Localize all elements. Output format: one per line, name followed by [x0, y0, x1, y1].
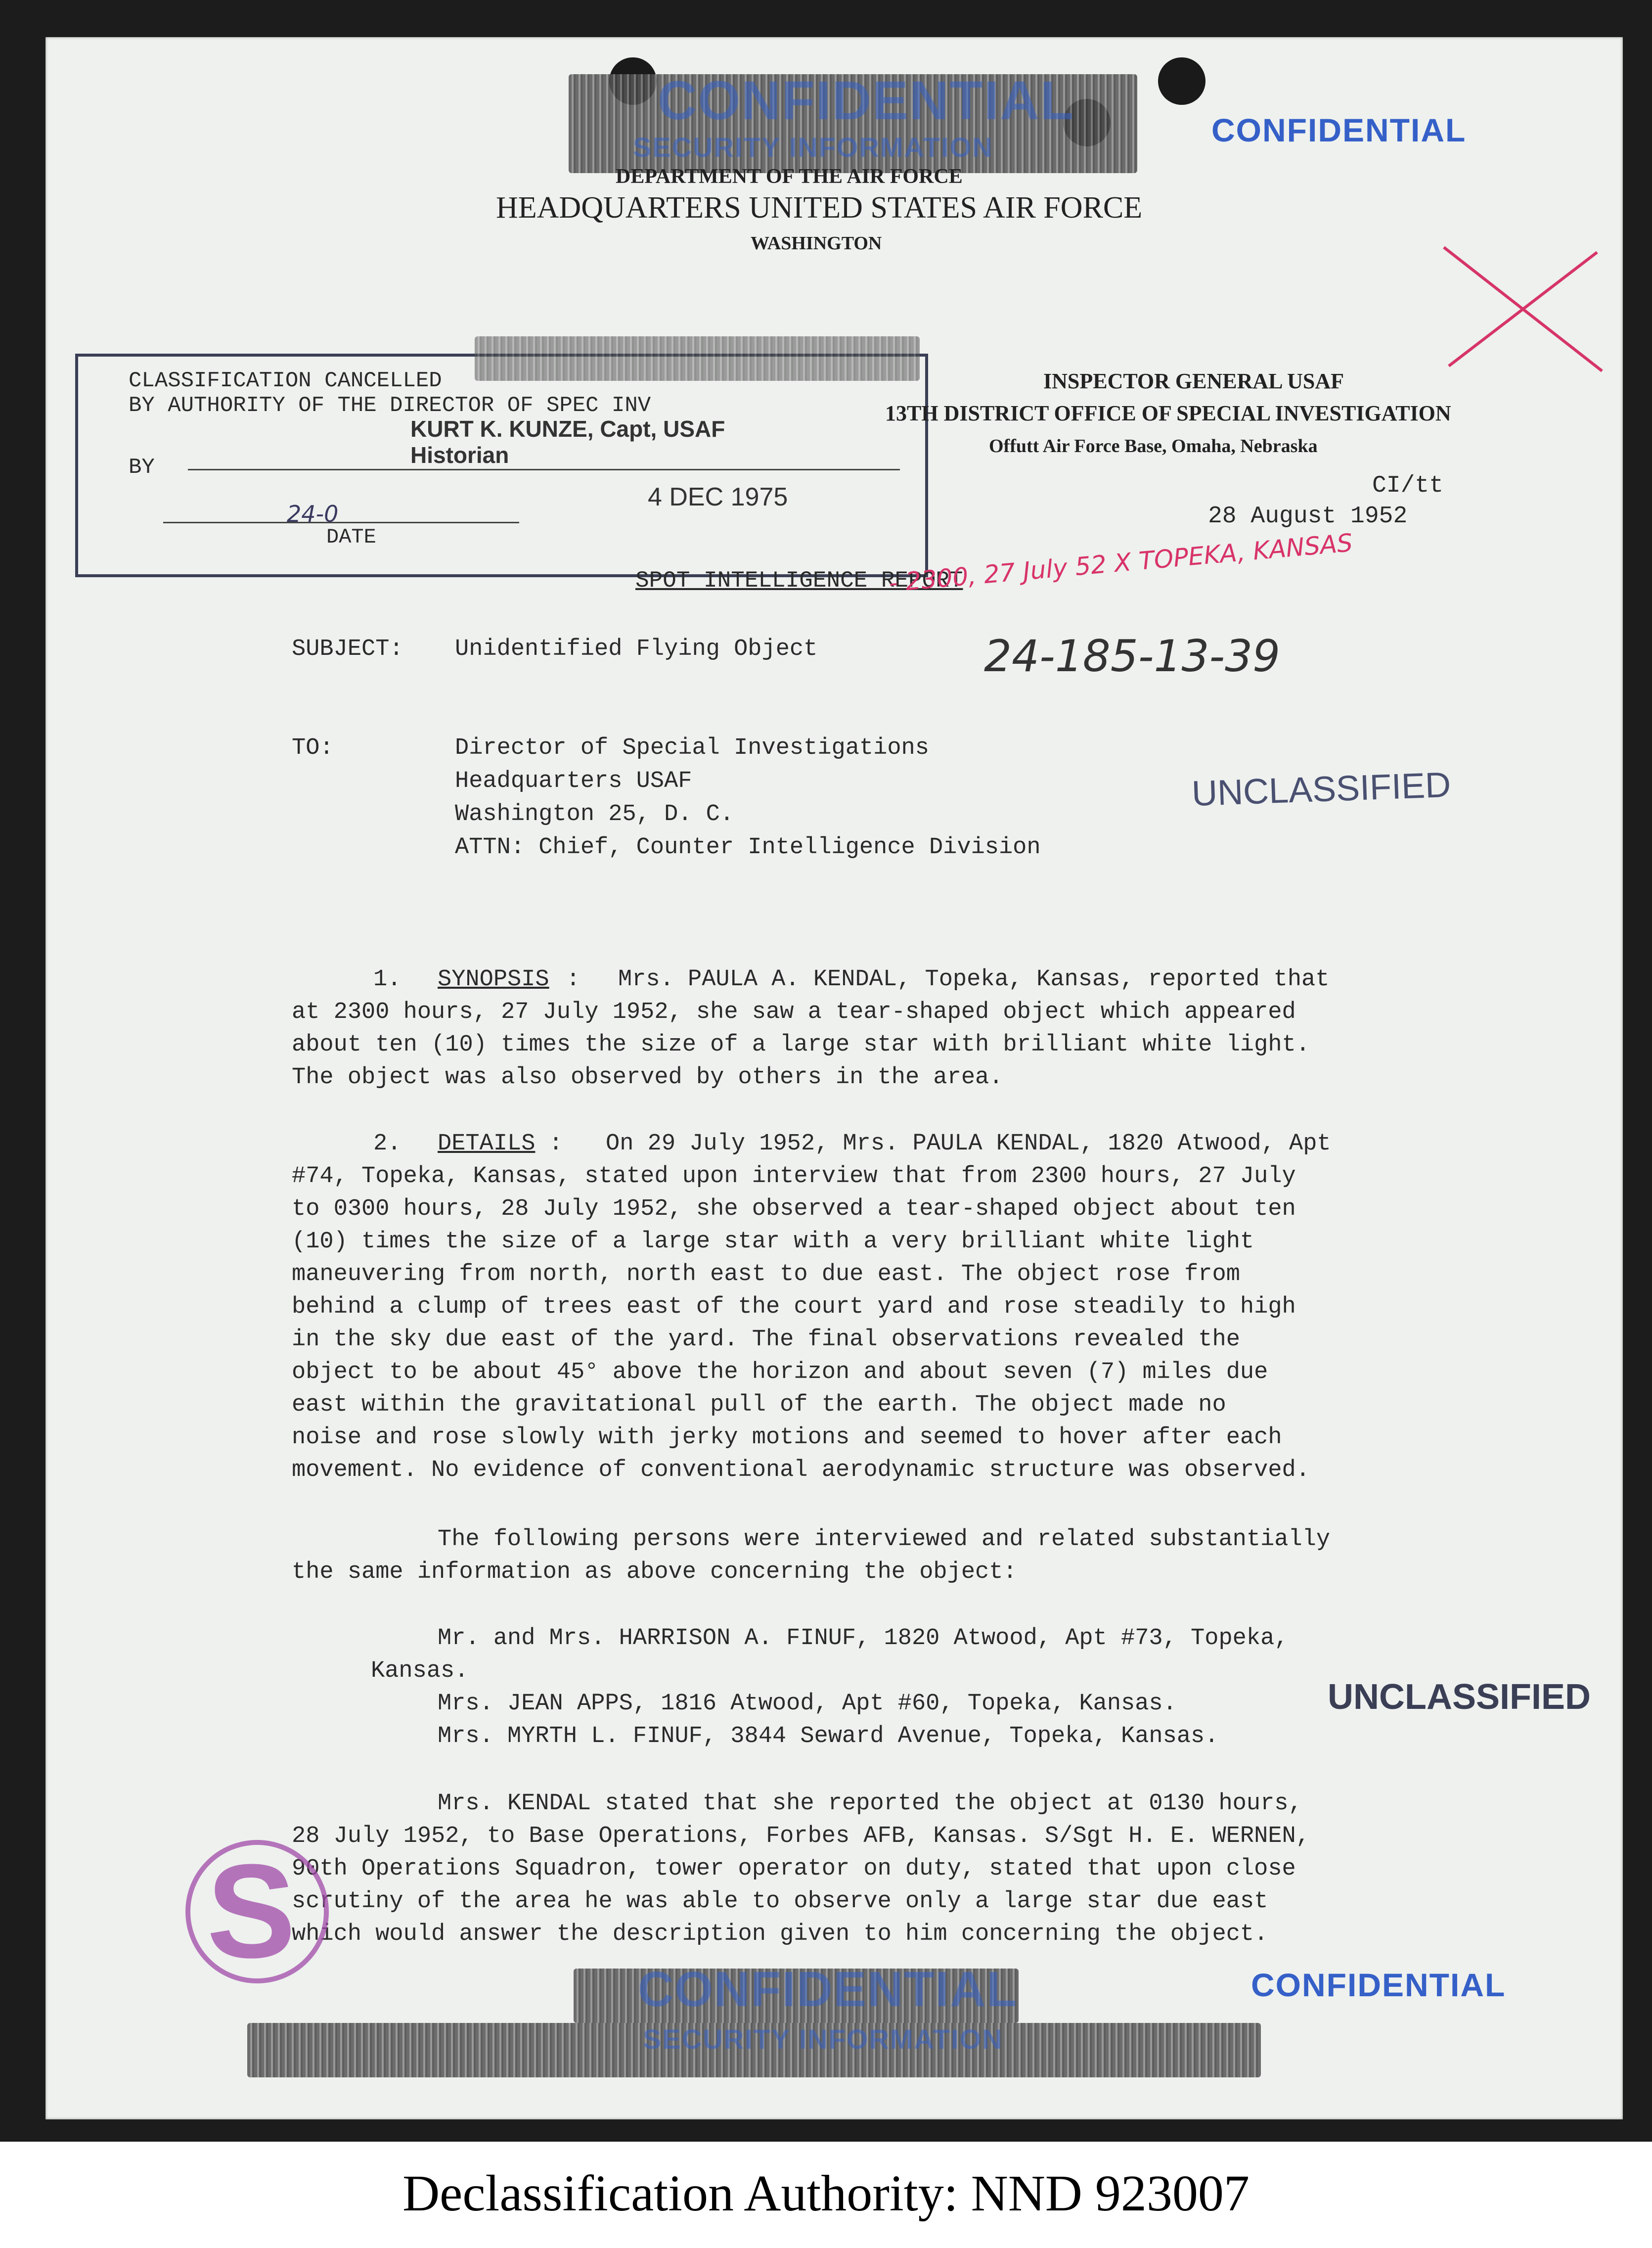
stamp-name: KURT K. KUNZE, Capt, USAF	[410, 416, 725, 442]
kendal-line: which would answer the description given to him concerning the object.	[292, 1921, 1268, 1947]
following-line: The following persons were interviewed and related substantially	[438, 1526, 1331, 1553]
details-line: object to be about 45° above the horizon and about seven (7) miles due	[292, 1359, 1268, 1385]
details-line: (10) times the size of a large star with a very brilliant white light	[292, 1229, 1254, 1255]
classification-bottom-right: CONFIDENTIAL	[1251, 1967, 1506, 2003]
stamp-date-label: DATE	[326, 525, 376, 549]
office-date: 28 August 1952	[1208, 503, 1408, 530]
punch-hole	[1158, 57, 1206, 105]
stamp-date-line	[163, 522, 519, 523]
classification-top-sub: SECURITY INFORMATION	[633, 132, 993, 163]
kendal-line: scrutiny of the area he was able to observe only a large star due east	[292, 1888, 1268, 1915]
kendal-line: 90th Operations Squadron, tower operator on duty, stated that upon close	[292, 1856, 1296, 1882]
unclassified-stamp-2: UNCLASSIFIED	[1328, 1677, 1591, 1717]
details-line: movement. No evidence of conventional aerodynamic structure was observed.	[292, 1457, 1310, 1483]
declassification-authority: Declassification Authority: NND 923007	[402, 2165, 1250, 2222]
redaction-smear	[475, 336, 920, 381]
office-district: 13TH DISTRICT OFFICE OF SPECIAL INVESTIGATION	[885, 401, 1451, 425]
stamp-line1: CLASSIFICATION CANCELLED	[129, 368, 442, 393]
details-line: behind a clump of trees east of the court yard and rose steadily to high	[292, 1294, 1296, 1320]
synopsis-colon: :	[566, 966, 580, 993]
handwritten-annotation: - 2300, 27 July 52 X TOPEKA, KANSAS	[887, 528, 1354, 597]
details-line: maneuvering from north, north east to due east. The object rose from	[292, 1261, 1240, 1287]
stamp-date: 4 DEC 1975	[648, 483, 788, 511]
handwritten-file-number: 24-185-13-39	[984, 631, 1281, 682]
to-line: Washington 25, D. C.	[455, 801, 734, 827]
person-line: Mr. and Mrs. HARRISON A. FINUF, 1820 Atwood, Apt #73, Topeka,	[438, 1625, 1289, 1652]
details-line: #74, Topeka, Kansas, stated upon interview that from 2300 hours, 27 July	[292, 1163, 1296, 1190]
details-line: to 0300 hours, 28 July 1952, she observed a tear-shaped object about ten	[292, 1196, 1296, 1222]
subject-text: Unidentified Flying Object	[455, 636, 818, 662]
details-line: east within the gravitational pull of the earth. The object made no	[292, 1392, 1226, 1418]
stamp-title: Historian	[410, 442, 509, 468]
classification-bottom-sub: SECURITY INFORMATION	[643, 2023, 1003, 2055]
office-ref: CI/tt	[1372, 472, 1444, 499]
classification-bottom: CONFIDENTIAL	[638, 1962, 1018, 2017]
stamp-line2: BY AUTHORITY OF THE DIRECTOR OF SPEC INV	[129, 393, 651, 418]
stamp-number: 24-0	[287, 501, 339, 527]
synopsis-number: 1.	[373, 966, 402, 993]
synopsis-line: Mrs. PAULA A. KENDAL, Topeka, Kansas, reported that	[618, 966, 1330, 993]
classification-top-right: CONFIDENTIAL	[1211, 112, 1467, 148]
synopsis-line: about ten (10) times the size of a large star with brilliant white light.	[292, 1032, 1310, 1058]
person-line: Mrs. JEAN APPS, 1816 Atwood, Apt #60, Topeka, Kansas.	[438, 1691, 1177, 1717]
details-line: noise and rose slowly with jerky motions and seemed to hover after each	[292, 1424, 1282, 1451]
office-base: Offutt Air Force Base, Omaha, Nebraska	[989, 436, 1318, 457]
synopsis-line: at 2300 hours, 27 July 1952, she saw a tear-shaped object which appeared	[292, 999, 1296, 1025]
to-line: Headquarters USAF	[455, 768, 692, 794]
person-line: Kansas.	[371, 1658, 469, 1684]
synopsis-line: The object was also observed by others in the area.	[292, 1064, 1003, 1091]
stamp-by-label: BY	[129, 455, 155, 480]
following-line: the same information as above concerning the object:	[292, 1559, 1017, 1585]
details-line: On 29 July 1952, Mrs. PAULA KENDAL, 1820 Atwood, Apt	[606, 1131, 1331, 1157]
to-label: TO:	[292, 735, 334, 761]
person-line: Mrs. MYRTH L. FINUF, 3844 Seward Avenue, Topeka, Kansas.	[438, 1723, 1219, 1749]
letterhead-city: WASHINGTON	[751, 233, 882, 254]
to-line: ATTN: Chief, Counter Intelligence Division	[455, 834, 1041, 861]
details-heading: DETAILS	[438, 1131, 536, 1157]
red-x-mark	[1434, 237, 1612, 381]
s-stamp-letter: S	[207, 1837, 296, 1986]
details-line: in the sky due east of the yard. The final observations revealed the	[292, 1327, 1240, 1353]
to-line: Director of Special Investigations	[455, 735, 929, 761]
unclassified-stamp: UNCLASSIFIED	[1191, 765, 1452, 814]
synopsis-heading: SYNOPSIS	[438, 966, 549, 993]
letterhead-department: DEPARTMENT OF THE AIR FORCE	[616, 165, 963, 188]
kendal-line: 28 July 1952, to Base Operations, Forbes AFB, Kansas. S/Sgt H. E. WERNEN,	[292, 1823, 1310, 1849]
classification-top: CONFIDENTIAL	[658, 70, 1074, 131]
subject-label: SUBJECT:	[292, 636, 403, 662]
stamp-by-line	[188, 469, 900, 470]
kendal-line: Mrs. KENDAL stated that she reported the object at 0130 hours,	[438, 1790, 1302, 1817]
details-number: 2.	[373, 1131, 402, 1157]
office-inspector: INSPECTOR GENERAL USAF	[1043, 369, 1344, 393]
letterhead-headquarters: HEADQUARTERS UNITED STATES AIR FORCE	[496, 191, 1143, 225]
details-colon: :	[549, 1131, 563, 1157]
report-title: SPOT INTELLIGENCE REPORT	[635, 568, 963, 594]
